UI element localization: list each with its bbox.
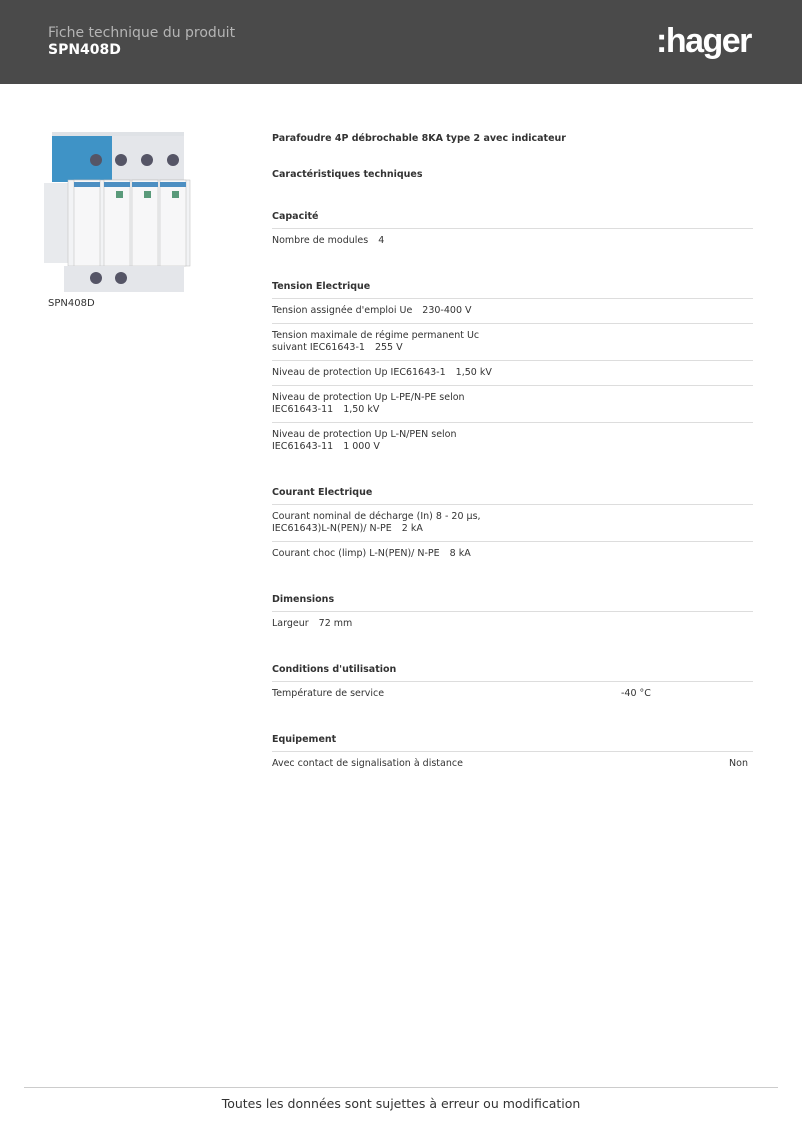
header-subtitle: Fiche technique du produit <box>48 25 236 41</box>
section-heading: Capacité <box>272 211 753 229</box>
spec-value: 1 000 V <box>343 441 380 452</box>
spec-row <box>272 505 502 541</box>
product-description: Parafoudre 4P débrochable 8KA type 2 avec indicateur <box>272 133 566 144</box>
spec-row <box>272 299 753 324</box>
spec-row <box>272 386 482 422</box>
section-capacite <box>272 211 753 253</box>
spec-row <box>272 612 753 636</box>
section-courant <box>272 487 753 566</box>
spec-label: Niveau de protection Up L-PE/N-PE selon IEC61643-11 <box>272 392 465 415</box>
spec-row <box>272 752 753 776</box>
spec-value: 230-400 V <box>422 305 472 316</box>
footer-disclaimer: Toutes les données sont sujettes à erreur ou modification <box>221 1096 581 1111</box>
spec-value: 4 <box>378 235 385 246</box>
specs-heading: Caractéristiques techniques <box>272 169 423 180</box>
spec-label: Niveau de protection Up L-N/PEN selon IEC61643-11 <box>272 429 457 452</box>
spec-label: Tension maximale de régime permanent Uc suivant IEC61643-1 <box>272 330 480 353</box>
product-image <box>44 128 194 294</box>
spec-value: 72 mm <box>318 618 353 629</box>
header-bar <box>0 0 802 84</box>
spec-value: -40 °C <box>621 688 651 699</box>
specifications <box>272 133 753 776</box>
spec-value: 1,50 kV <box>343 404 380 415</box>
spec-value: 1,50 kV <box>455 367 492 378</box>
spec-label: Courant nominal de décharge (In) 8 - 20 µs, IEC61643)L-N(PEN)/ N-PE <box>272 511 481 534</box>
spec-label: Largeur <box>272 618 309 629</box>
spec-row <box>272 324 502 360</box>
footer-divider <box>24 1087 778 1088</box>
spec-row <box>272 423 482 459</box>
spec-value: 255 V <box>374 342 403 353</box>
spec-row <box>272 361 753 386</box>
spec-value: 8 kA <box>449 548 471 559</box>
spec-row <box>272 542 753 566</box>
section-heading: Conditions d'utilisation <box>272 664 753 682</box>
spec-label: Nombre de modules <box>272 235 369 246</box>
product-image-caption: SPN408D <box>48 298 95 309</box>
spec-label: Avec contact de signalisation à distance <box>272 758 463 769</box>
section-dimensions <box>272 594 753 636</box>
spec-value: 2 kA <box>401 523 423 534</box>
spec-label: Niveau de protection Up IEC61643-1 <box>272 367 446 378</box>
spec-value: Non <box>729 758 748 769</box>
section-conditions <box>272 664 753 706</box>
header-product-code: SPN408D <box>48 42 121 58</box>
spec-row <box>272 682 753 706</box>
spec-row <box>272 229 753 253</box>
section-heading: Equipement <box>272 734 753 752</box>
section-heading: Dimensions <box>272 594 753 612</box>
section-heading: Tension Electrique <box>272 281 753 299</box>
spec-label: Courant choc (limp) L-N(PEN)/ N-PE <box>272 548 440 559</box>
spec-label: Tension assignée d'emploi Ue <box>272 305 413 316</box>
section-tension <box>272 281 753 459</box>
spec-label: Température de service <box>272 688 385 699</box>
section-equipement <box>272 734 753 776</box>
section-heading: Courant Electrique <box>272 487 753 505</box>
hager-logo: :hager <box>656 22 751 60</box>
